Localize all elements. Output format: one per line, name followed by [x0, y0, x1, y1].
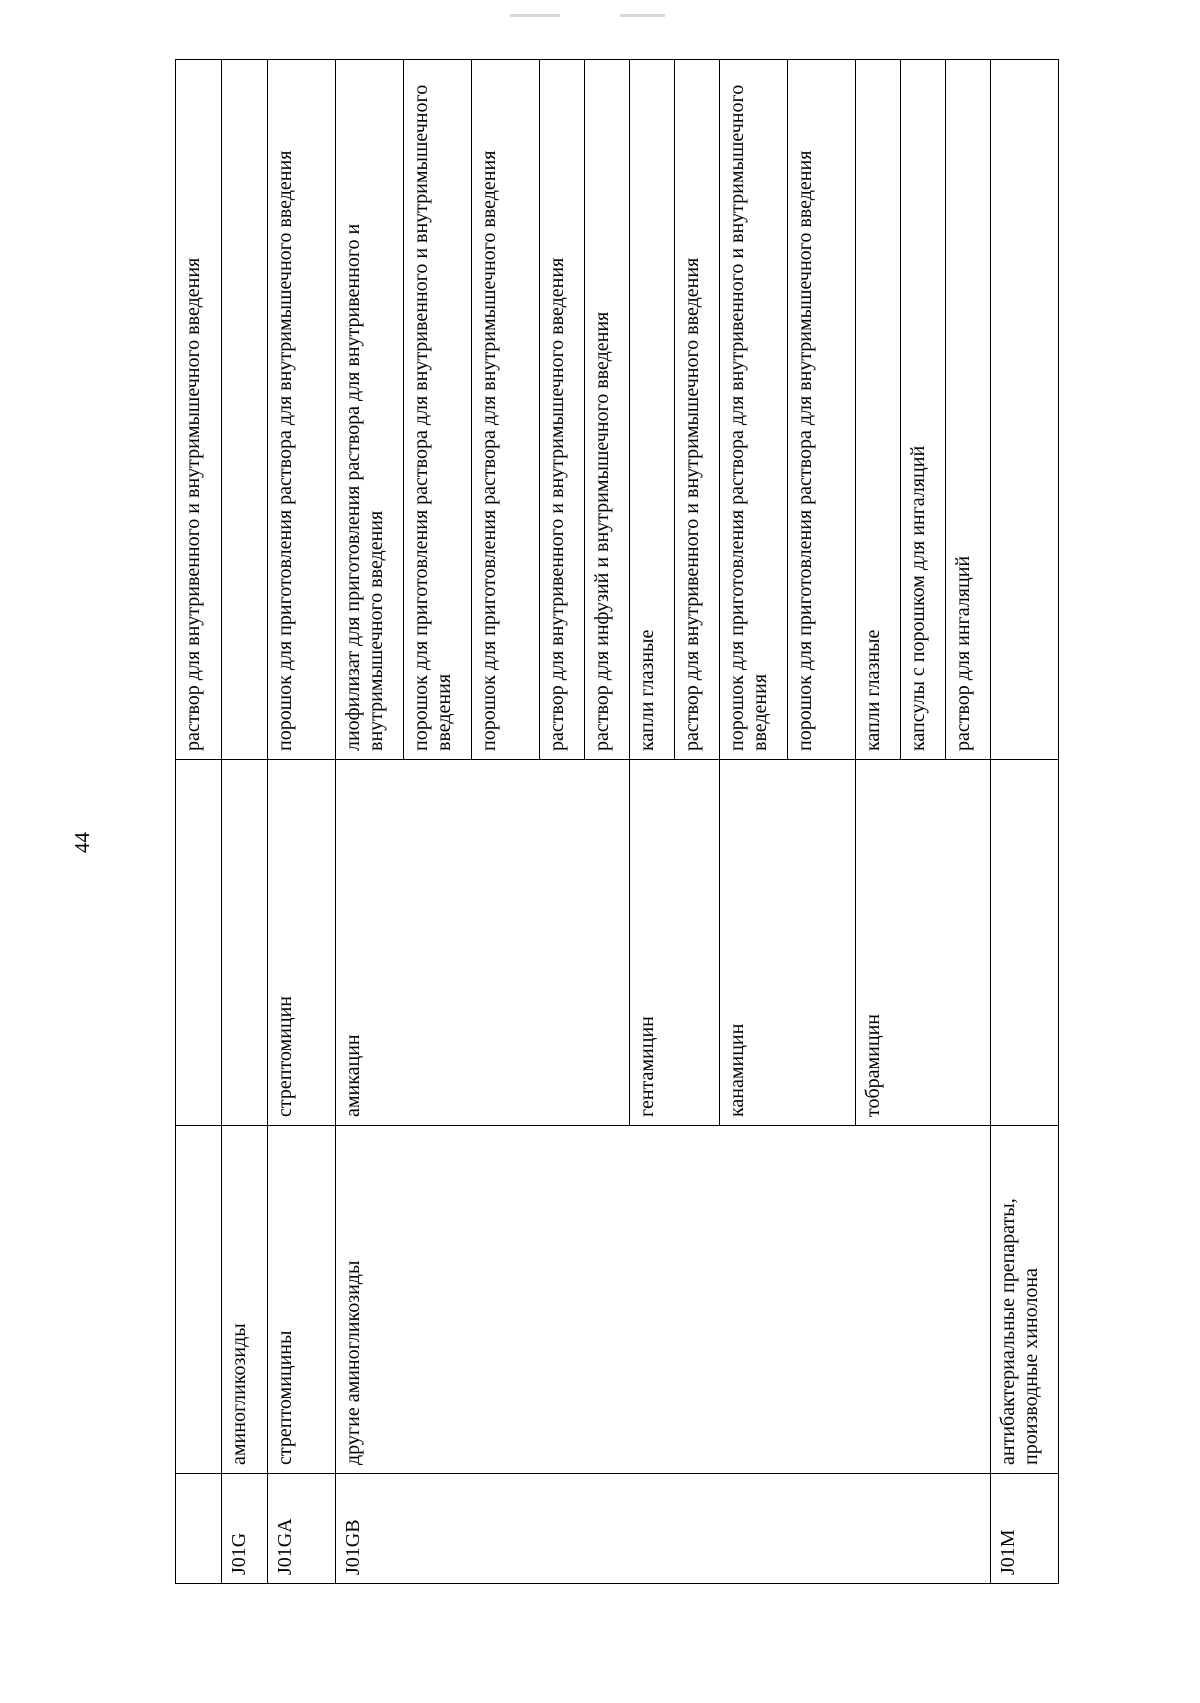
dosage-form-cell: раствор для внутривенного и внутримышечного введения — [675, 60, 720, 760]
atc-code-cell: J01GA — [268, 1474, 336, 1584]
dosage-form-cell: порошок для приготовления раствора для внутривенного и внутримышечного введения — [720, 60, 788, 760]
dosage-form-cell: раствор для внутривенного и внутримышечного введения — [540, 60, 585, 760]
dosage-form-cell: порошок для приготовления раствора для внутримышечного введения — [788, 60, 856, 760]
dosage-form-cell: порошок для приготовления раствора для внутримышечного введения — [268, 60, 336, 760]
dosage-form-cell: порошок для приготовления раствора для внутримышечного введения — [472, 60, 540, 760]
dosage-form-cell: порошок для приготовления раствора для внутривенного и внутримышечного введения — [404, 60, 472, 760]
dosage-form-cell: лиофилизат для приготовления раствора для внутривенного и внутримышечного введения — [336, 60, 404, 760]
drug-table — [175, 59, 1059, 1584]
page-number: 44 — [70, 832, 94, 853]
table-row — [336, 60, 404, 1584]
drug-cell: амикацин — [336, 760, 630, 1126]
scan-artifact — [620, 14, 665, 17]
group-cell: стрептомицины — [268, 1126, 336, 1474]
dosage-form-cell: раствор для инфузий и внутримышечного введения — [585, 60, 630, 760]
atc-code-cell: J01M — [991, 1474, 1059, 1584]
dosage-form-cell: капсулы с порошком для ингаляций — [901, 60, 946, 760]
group-cell — [176, 1126, 222, 1474]
table-row — [176, 60, 222, 1584]
drug-cell: канамицин — [720, 760, 856, 1126]
atc-code-cell: J01G — [222, 1474, 268, 1584]
dosage-form-cell — [222, 60, 268, 760]
group-cell: аминогликозиды — [222, 1126, 268, 1474]
atc-code-cell: J01GB — [336, 1474, 991, 1584]
drug-cell: гентамицин — [630, 760, 720, 1126]
rotated-table-container — [175, 60, 1121, 1584]
dosage-form-cell: капли глазные — [630, 60, 675, 760]
group-cell: другие аминогликозиды — [336, 1126, 991, 1474]
table-row — [222, 60, 268, 1584]
drug-cell — [991, 760, 1059, 1126]
drug-cell — [222, 760, 268, 1126]
dosage-form-cell: раствор для ингаляций — [946, 60, 991, 760]
table-row — [268, 60, 336, 1584]
table-row — [991, 60, 1059, 1584]
drug-cell: тобрамицин — [856, 760, 991, 1126]
dosage-form-cell: раствор для внутривенного и внутримышечного введения — [176, 60, 222, 760]
group-cell: антибактериальные препараты, производные хинолона — [991, 1126, 1059, 1474]
drug-cell: стрептомицин — [268, 760, 336, 1126]
dosage-form-cell: капли глазные — [856, 60, 901, 760]
drug-cell — [176, 760, 222, 1126]
atc-code-cell — [176, 1474, 222, 1584]
scan-artifact — [510, 14, 560, 17]
dosage-form-cell — [991, 60, 1059, 760]
